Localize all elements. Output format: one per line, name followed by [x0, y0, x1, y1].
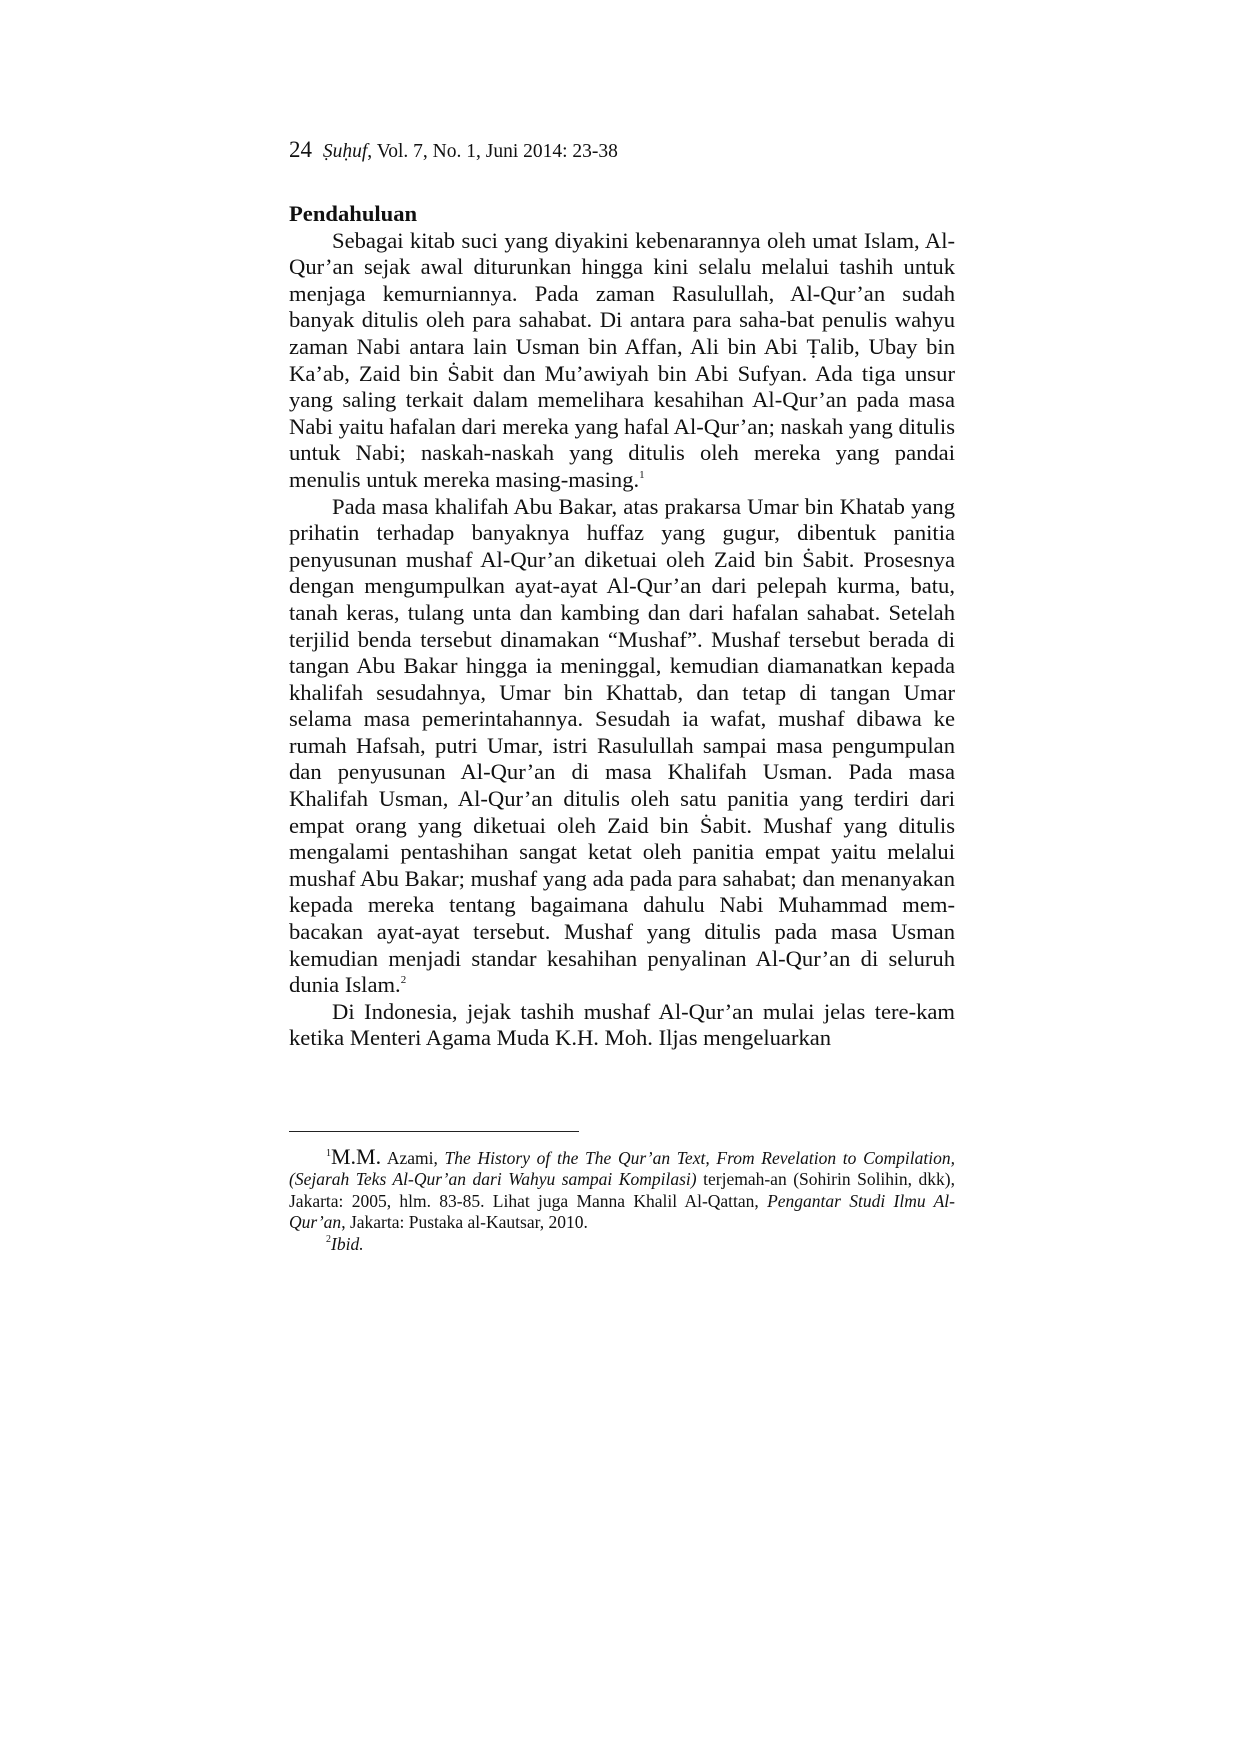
paragraph-2 — [289, 494, 955, 999]
footnote-1-marker: 1 — [326, 1148, 331, 1159]
footnote-ref-2: 2 — [400, 974, 407, 987]
footnote-2-text: Ibid. — [331, 1233, 364, 1254]
main-text — [289, 201, 955, 1052]
footnote-1-title: The History of the The Qur’an Text, From Revelation to Compilation, (Sejarah Teks Al-Qur’an dari Wahyu sampai Kompilasi) — [289, 1148, 955, 1190]
footnote-1 — [289, 1146, 955, 1234]
paragraph-3 — [289, 999, 955, 1052]
journal-title: Ṣuḥuf — [322, 141, 368, 162]
footnote-ref-1: 1 — [639, 468, 645, 481]
paragraph-3-text: Di Indonesia, jejak tashih mushaf Al-Qur’an mulai jelas tere-kam ketika Menteri Agama Muda K.H. Moh. Iljas mengeluarkan — [289, 998, 955, 1051]
section-heading: Pendahuluan — [289, 201, 418, 226]
footnote-1-author-rest: Azami, — [381, 1148, 445, 1168]
footnote-separator — [289, 1131, 579, 1132]
paragraph-1-text: Sebagai kitab suci yang diyakini kebenarannya oleh umat Islam, Al-Qur’an sejak awal diturunkan hingga kini selalu melalui tashih untuk menjaga kemurniannya. Pada zaman Rasulullah, Al-Qur’an sudah banyak ditulis oleh para sahabat. Di antara para saha-bat penulis wahyu zaman Nabi antara lain Usman bin Affan, Ali bin Abi Ṭalib, Ubay bin Ka’ab, Zaid bin Ṡabit dan Mu’awiyah bin Abi Sufyan. Ada tiga unsur yang saling terkait dalam memelihara kesahihan Al-Qur’an pada masa Nabi yaitu hafalan dari mereka yang hafal Al-Qur’an; naskah yang ditulis untuk Nabi; naskah-naskah yang ditulis oleh mereka yang pandai menulis untuk mereka masing-masing. — [289, 227, 955, 492]
footnotes — [289, 1146, 955, 1255]
paragraph-1 — [289, 228, 955, 494]
footnote-1-author: M.M. — [331, 1144, 382, 1169]
journal-citation: , Vol. 7, No. 1, Juni 2014: 23-38 — [367, 141, 618, 162]
footnote-2 — [289, 1234, 955, 1255]
footnote-2-marker: 2 — [326, 1233, 331, 1245]
footnote-1-text-2: , Jakarta: Pustaka al-Kautsar, 2010. — [341, 1212, 588, 1233]
footnote-1-text: terjemah-an (Sohirin Solihin, dkk), Jakarta: 2005, hlm. 83-85. Lihat juga Manna Khalil Al-Qattan, — [289, 1169, 956, 1211]
footnote-1-title-2: Pengantar Studi Ilmu Al-Qur’an — [289, 1190, 955, 1233]
page-number: 24 — [289, 137, 312, 162]
paragraph-2-text: Pada masa khalifah Abu Bakar, atas prakarsa Umar bin Khatab yang prihatin terhadap banyaknya huffaz yang gugur, dibentuk panitia penyusunan mushaf Al-Qur’an diketuai oleh Zaid bin Ṡabit. Prosesnya dengan mengumpulkan ayat-ayat Al-Qur’an dari pelepah kurma, batu, tanah keras, tulang unta dan kambing dan dari hafalan sahabat. Setelah terjilid benda tersebut dinamakan “Mushaf”. Mushaf tersebut berada di tangan Abu Bakar hingga ia meninggal, kemudian diamanatkan kepada khalifah sesudahnya, Umar bin Khattab, dan tetap di tangan Umar selama masa pemerintahannya. Sesudah ia wafat, mushaf dibawa ke rumah Hafsah, putri Umar, istri Rasulullah sampai masa pengumpulan dan penyusunan Al-Qur’an di masa Khalifah Usman. Pada masa Khalifah Usman, Al-Qur’an ditulis oleh satu panitia yang terdiri dari empat orang yang diketuai oleh Zaid bin Ṡabit. Mushaf yang ditulis mengalami pentashihan sangat ketat oleh panitia empat yaitu melalui mushaf Abu Bakar; mushaf yang ada pada para sahabat; dan menanyakan kepada mereka tentang bagaimana dahulu Nabi Muhammad mem-bacakan ayat-ayat tersebut. Mushaf yang ditulis pada masa Usman kemudian menjadi standar kesahihan penyalinan Al-Qur’an di seluruh dunia Islam. — [289, 493, 955, 998]
running-header — [289, 138, 618, 164]
